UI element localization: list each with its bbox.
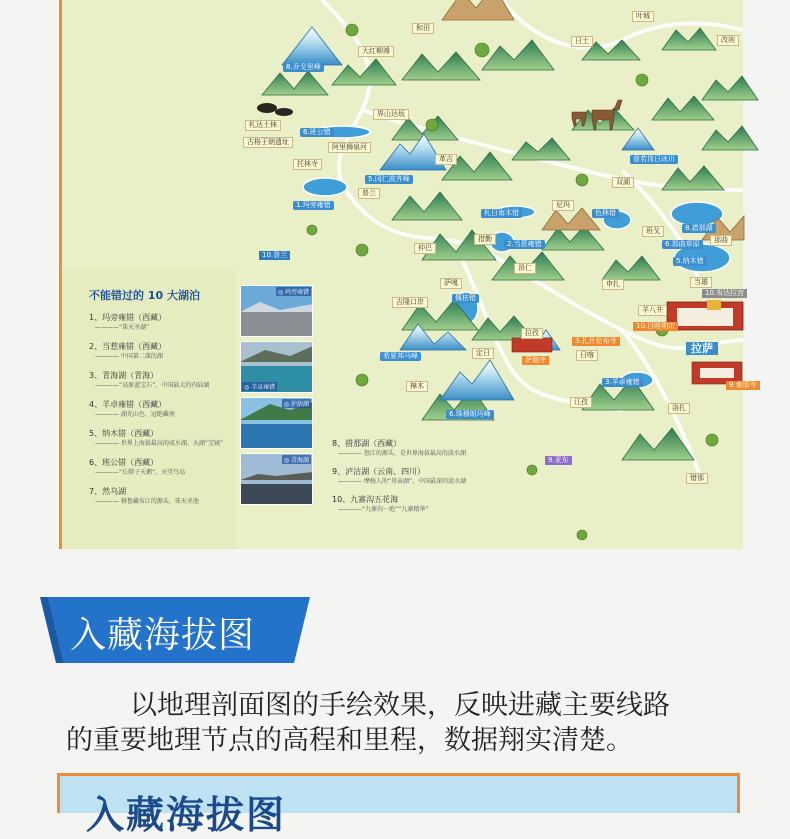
place-lhatse: 拉孜 — [521, 328, 543, 339]
lake-desc: ———— 世界上海拔最高的咸水湖、天湖“宝镜” — [95, 440, 224, 447]
lake-photo-caption: ◎ 青海湖 — [283, 457, 309, 464]
place-shiquan: 阿里狮泉河 — [328, 142, 371, 153]
lake-desc: ————“九寨沟一绝”“九寨精华” — [338, 506, 429, 513]
place-shuanghu: 双湖 — [612, 177, 634, 188]
intro-text — [66, 688, 746, 758]
place-gaize: 改则 — [717, 35, 739, 46]
place-yadong: 9.亚东 — [545, 456, 572, 465]
place-cuona: 8.措那湖 — [682, 224, 716, 233]
lake-name: 5、纳木错（西藏） — [89, 429, 159, 438]
place-zhongba: 仲巴 — [414, 243, 436, 254]
lake-item — [89, 458, 185, 478]
place-zhari: 札日南木错 — [481, 209, 522, 218]
place-everest: 6.珠穆朗玛峰 — [446, 410, 494, 419]
place-ang: 昂仁 — [514, 263, 536, 274]
intro-line-2: 的重要地理节点的高程和里程，数据翔实清楚。 — [66, 725, 633, 756]
lake-name: 9、泸沽湖（云南、四川） — [332, 467, 426, 476]
place-yecheng: 叶城 — [632, 11, 654, 22]
lake-desc: ————“长脖子天鹅”，天堂鸟岛 — [95, 469, 186, 476]
lake-item — [89, 429, 223, 449]
place-qiaogeli: 8.乔戈里峰 — [283, 63, 324, 72]
lake-photo — [240, 397, 313, 449]
place-guge: 古格王朝遗址 — [243, 137, 293, 148]
place-cuotu: 9.桑耶寺 — [726, 381, 760, 390]
place-yamdrok1: 1.玛旁雍错 — [293, 201, 334, 210]
place-budala: 10.布达拉宫 — [702, 289, 747, 298]
lake-name: 3、青海湖（青海） — [89, 371, 159, 380]
lake-desc: ————“诛天圣湖” — [95, 324, 150, 331]
place-jieshan: 界山达坂 — [373, 109, 409, 120]
place-shigatse: 日喀 — [576, 350, 598, 361]
lake-desc: ———— 怒江的源头，是世界海拔最高的淡水湖 — [338, 450, 466, 457]
lake-photo — [240, 453, 313, 505]
lake-name: 1、玛旁雍错（西藏） — [89, 313, 167, 322]
place-zhashi: 3.扎什伦布寺 — [572, 337, 620, 346]
lake-name: 4、羊卓雍错（西藏） — [89, 400, 167, 409]
map-frame — [59, 0, 757, 549]
place-serlin: 色林错 — [592, 209, 619, 218]
lake-desc: ————“高原蓝宝石”、中国最大的内陆湖 — [95, 382, 210, 389]
lake-desc: ———— 湖光山色、冠绝藏南 — [95, 411, 175, 418]
lake-item — [89, 400, 175, 420]
place-gangrenboqi: 5.冈仁波齐峰 — [365, 175, 413, 184]
lake-item — [89, 342, 166, 362]
place-cuoqin: 措勤 — [474, 234, 496, 245]
place-luozha: 洛扎 — [668, 403, 690, 414]
place-nima: 尼玛 — [552, 200, 574, 211]
lake-desc: ———— 中国第二深的湖 — [95, 353, 163, 360]
place-yangbajing: 羊八井 — [638, 305, 667, 316]
lake-item — [89, 371, 209, 391]
altitude-chart-frame — [57, 773, 740, 837]
section-banner — [48, 597, 310, 663]
place-zhada: 札达土林 — [245, 120, 281, 131]
place-zhangmu: 樟木 — [406, 381, 428, 392]
place-nagqu: 那曲 — [710, 235, 732, 246]
place-peiku: 佩枯错 — [452, 294, 479, 303]
lake-name: 7、然乌湖 — [89, 487, 127, 496]
lake-item — [332, 495, 428, 515]
intro-line-1: 以地理剖面图的手绘效果，反映进藏主要线路 — [130, 690, 670, 721]
lake-name: 2、当惹雍错（西藏） — [89, 342, 167, 351]
section-title: 入藏海拔图 — [70, 615, 256, 656]
lakes-panel-title: 不能错过的 10 大湖泊 — [89, 289, 200, 302]
lake-item — [332, 439, 466, 459]
place-saga: 萨嘎 — [440, 278, 462, 289]
place-tuolin: 托林寺 — [293, 159, 322, 170]
lake-photo-caption: ◎ 泸沽湖 — [283, 401, 309, 408]
lake-desc: ———— 雅鲁藏布江的源头、诛天圣池 — [95, 498, 199, 505]
place-lasa: 拉萨 — [686, 342, 718, 355]
place-shisha: 萨迦寺 — [522, 356, 549, 365]
lake-name: 6、班公错（西藏） — [89, 458, 159, 467]
altitude-chart-title: 入藏海拔图 — [86, 793, 287, 837]
lake-photo-caption: ◎ 玛旁雍错 — [277, 289, 309, 296]
place-geji: 革吉 — [435, 154, 457, 165]
lake-item — [89, 487, 199, 507]
place-shenzha: 申扎 — [602, 279, 624, 290]
lake-item — [89, 313, 166, 333]
place-pulan: 10.普兰 — [259, 251, 290, 260]
place-puzhen: 普兰 — [358, 188, 380, 199]
lake-name: 10、九寨沟五花海 — [332, 495, 399, 504]
place-yamdrok: 3.羊卓雍错 — [602, 378, 643, 387]
place-cuomei: 错那 — [686, 473, 708, 484]
place-rutog: 日土 — [571, 36, 593, 47]
place-xiaxiamu: 希夏邦马峰 — [380, 352, 421, 361]
lake-name: 8、措那湖（西藏） — [332, 439, 402, 448]
place-shiquanhe: 大红柳滩 — [358, 46, 394, 57]
place-jilong: 吉隆口岸 — [392, 297, 428, 308]
lake-photo — [240, 285, 313, 337]
place-puruogangri: 普若岗日冰川 — [630, 155, 678, 164]
place-namuco: 5.纳木错 — [673, 257, 707, 266]
place-dingri: 定日 — [472, 348, 494, 359]
tanggula-label: 和田 — [412, 23, 434, 34]
place-dangxiong: 当雄 — [690, 277, 712, 288]
place-bangong: 6.班公错 — [300, 128, 334, 137]
lake-desc: ———— 摩梭人的“母亲湖”、中国最深的淡水湖 — [338, 478, 467, 485]
lake-item — [332, 467, 466, 487]
place-jiangzi: 江孜 — [570, 397, 592, 408]
place-dangqiong: 2.当惹雍错 — [504, 240, 545, 249]
lake-photo — [240, 341, 313, 393]
place-banga: 班戈 — [642, 226, 664, 237]
lake-photo-caption: ◎ 羊卓雍错 — [244, 384, 276, 391]
place-naqu-train: 6.那曲草原 — [662, 240, 703, 249]
place-xigaze: 10.日喀则市 — [633, 322, 678, 331]
